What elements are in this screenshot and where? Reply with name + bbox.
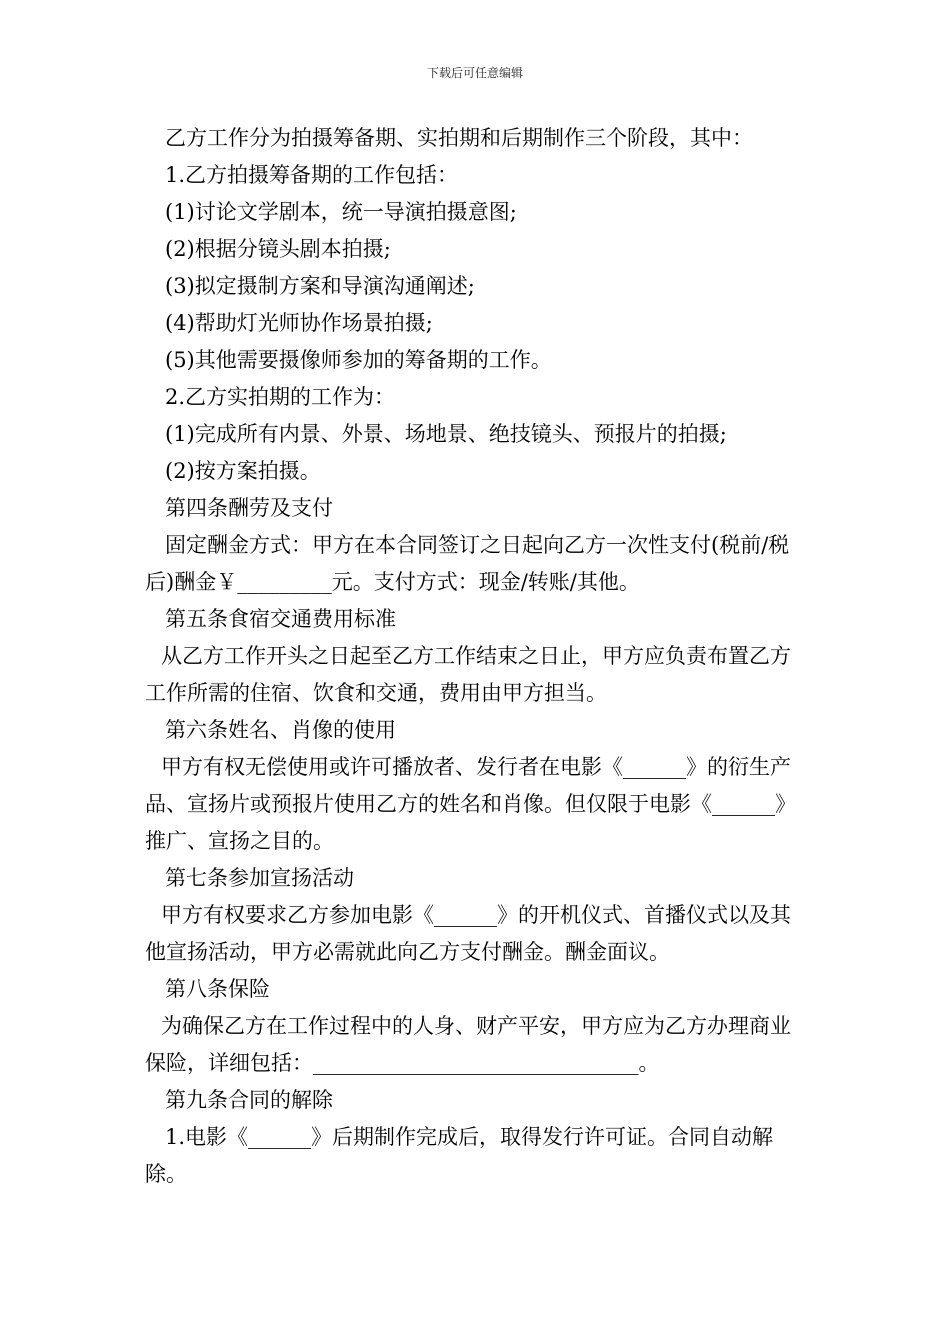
paragraph-shoot-item-1: (1)完成所有内景、外景、场地景、绝技镜头、预报片的拍摄; bbox=[165, 422, 727, 446]
paragraph-shoot-period-heading: 2.乙方实拍期的工作为： bbox=[165, 385, 396, 409]
paragraph-prep-item-1: (1)讨论文学剧本，统一导演拍摄意图; bbox=[165, 200, 517, 224]
article-8-heading: 第八条保险 bbox=[165, 977, 270, 1001]
paragraph-prep-period-heading: 1.乙方拍摄筹备期的工作包括： bbox=[165, 163, 459, 187]
article-9-item-1: 1.电影《______》后期制作完成后，取得发行许可证。合同自动解除。 bbox=[145, 1125, 774, 1186]
article-6-body: 甲方有权无偿使用或许可播放者、发行者在电影《______》的衍生产品、宣扬片或预报片使用乙方的姓名和肖像。但仅限于电影《______》推广、宣扬之目的。 bbox=[145, 755, 796, 853]
document-body bbox=[145, 120, 807, 1193]
paragraph-work-stages: 乙方工作分为拍摄筹备期、实拍期和后期制作三个阶段，其中： bbox=[165, 126, 753, 150]
paragraph-prep-item-5: (5)其他需要摄像师参加的筹备期的工作。 bbox=[165, 348, 552, 372]
article-7-body: 甲方有权要求乙方参加电影《______》的开机仪式、首播仪式以及其他宣扬活动，甲方必需就此向乙方支付酬金。酬金面议。 bbox=[145, 903, 791, 964]
paragraph-shoot-item-2: (2)按方案拍摄。 bbox=[165, 459, 321, 483]
page-header: 下载后可任意编辑 bbox=[426, 66, 523, 80]
article-6-heading: 第六条姓名、肖像的使用 bbox=[165, 718, 396, 742]
paragraph-prep-item-3: (3)拟定摄制方案和导演沟通阐述; bbox=[165, 274, 475, 298]
article-4-body: 固定酬金方式：甲方在本合同签订之日起向乙方一次性支付(税前/税后)酬金￥_________元。支付方式：现金/转账/其他。 bbox=[145, 533, 790, 594]
article-5-heading: 第五条食宿交通费用标准 bbox=[165, 607, 396, 631]
article-8-body: 为确保乙方在工作过程中的人身、财产平安，甲方应为乙方办理商业保险，详细包括：_______________________________。 bbox=[145, 1014, 791, 1075]
article-9-heading: 第九条合同的解除 bbox=[165, 1088, 333, 1112]
article-4-heading: 第四条酬劳及支付 bbox=[165, 496, 333, 520]
article-7-heading: 第七条参加宣扬活动 bbox=[165, 866, 354, 890]
paragraph-prep-item-2: (2)根据分镜头剧本拍摄; bbox=[165, 237, 391, 261]
paragraph-prep-item-4: (4)帮助灯光师协作场景拍摄; bbox=[165, 311, 433, 335]
article-5-body: 从乙方工作开头之日起至乙方工作结束之日止，甲方应负责布置乙方工作所需的住宿、饮食和交通，费用由甲方担当。 bbox=[145, 644, 791, 705]
